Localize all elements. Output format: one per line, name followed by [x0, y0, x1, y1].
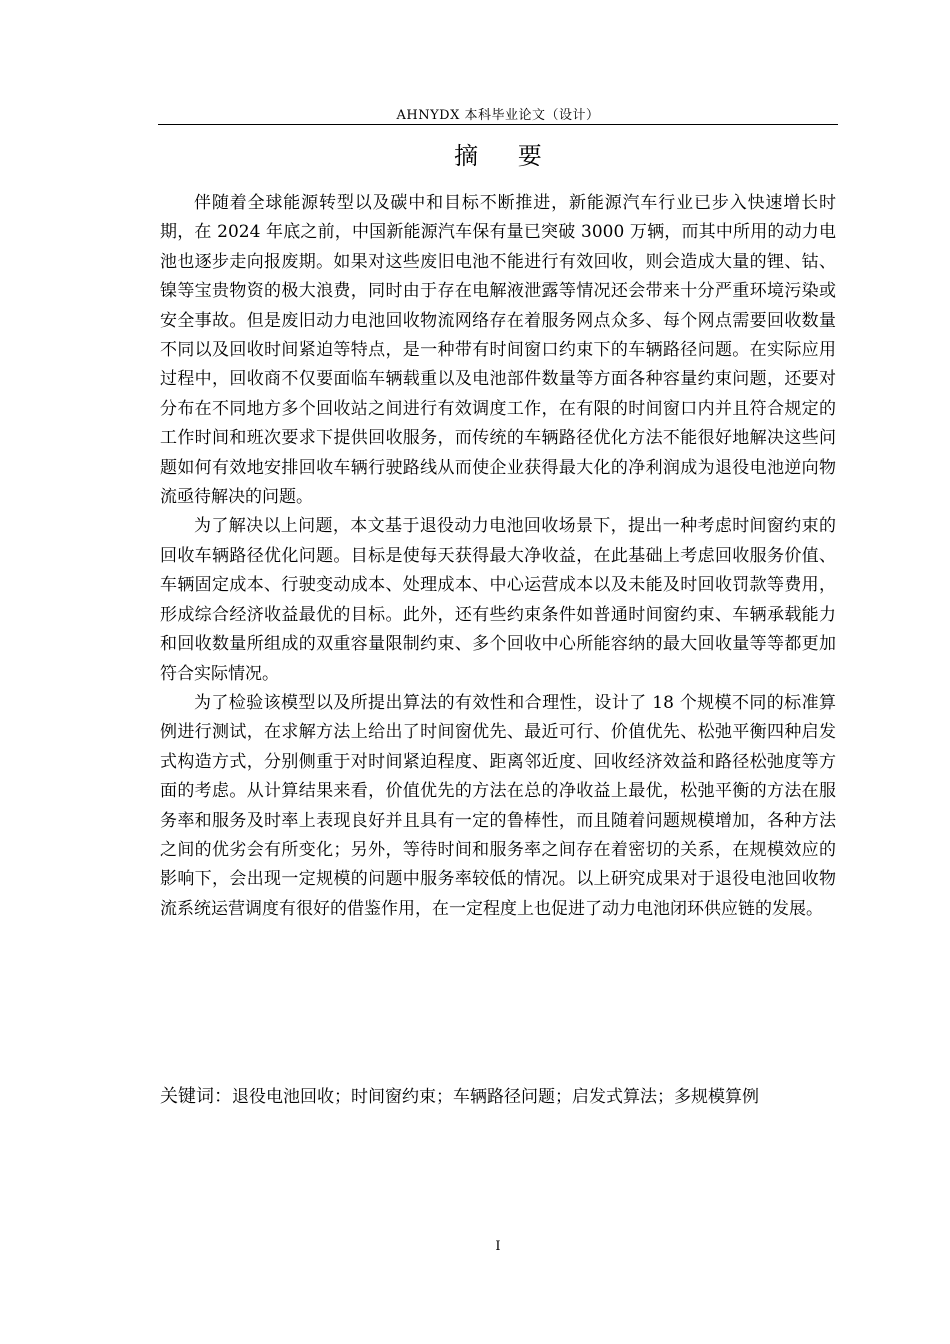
keywords-section	[160, 1082, 836, 1112]
abstract-paragraph-1: 伴随着全球能源转型以及碳中和目标不断推进，新能源汽车行业已步入快速增长时期，在 2024 年底之前，中国新能源汽车保有量已突破 3000 万辆，而其中所用的动力电池也逐步走向报废期。如果对这些废旧电池不能进行有效回收，则会造成大量的锂、钴、镍等宝贵物资的极大浪费，同时由于存在电解液泄露等情况还会带来十分严重环境污染或安全事故。但是废旧动力电池回收物流网络存在着服务网点众多、每个网点需要回收数量不同以及回收时间紧迫等特点，是一种带有时间窗口约束下的车辆路径问题。在实际应用过程中，回收商不仅要面临车辆载重以及电池部件数量等方面各种容量约束问题，还要对分布在不同地方多个回收站之间进行有效调度工作，在有限的时间窗口内并且符合规定的工作时间和班次要求下提供回收服务，而传统的车辆路径优化方法不能很好地解决这些问题如何有效地安排回收车辆行驶路线从而使企业获得最大化的净利润成为退役电池逆向物流亟待解决的问题。	[160, 193, 836, 508]
abstract-paragraph-3: 为了检验该模型以及所提出算法的有效性和合理性，设计了 18 个规模不同的标准算例进行测试，在求解方法上给出了时间窗优先、最近可行、价值优先、松弛平衡四种启发式构造方式，分别侧重于对时间紧迫程度、距离邻近度、回收经济效益和路径松弛度等方面的考虑。从计算结果来看，价值优先的方法在总的净收益上最优，松弛平衡的方法在服务率和服务及时率上表现良好并且具有一定的鲁棒性，而且随着问题规模增加，各种方法之间的优劣会有所变化；另外，等待时间和服务率之间存在着密切的关系，在规模效应的影响下，会出现一定规模的问题中服务率较低的情况。以上研究成果对于退役电池回收物流系统运营调度有很好的借鉴作用，在一定程度上也促进了动力电池闭环供应链的发展。	[160, 692, 836, 919]
abstract-paragraph-2: 为了解决以上问题，本文基于退役动力电池回收场景下，提出一种考虑时间窗约束的回收车辆路径优化问题。目标是使每天获得最大净收益，在此基础上考虑回收服务价值、车辆固定成本、行驶变动成本、处理成本、中心运营成本以及未能及时回收罚款等费用，形成综合经济收益最优的目标。此外，还有些约束条件如普通时间窗约束、车辆承载能力和回收数量所组成的双重容量限制约束、多个回收中心所能容纳的最大回收量等等都更加符合实际情况。	[160, 516, 836, 684]
page-number: I	[495, 1239, 501, 1254]
keywords-text: 退役电池回收；时间窗约束；车辆路径问题；启发式算法；多规模算例	[232, 1087, 759, 1107]
header-rule	[158, 124, 838, 125]
abstract-title: 摘 要	[454, 142, 558, 170]
keywords-label: 关键词：	[160, 1086, 232, 1107]
abstract-body	[160, 189, 836, 924]
running-header: AHNYDX 本科毕业论文（设计）	[396, 108, 600, 123]
